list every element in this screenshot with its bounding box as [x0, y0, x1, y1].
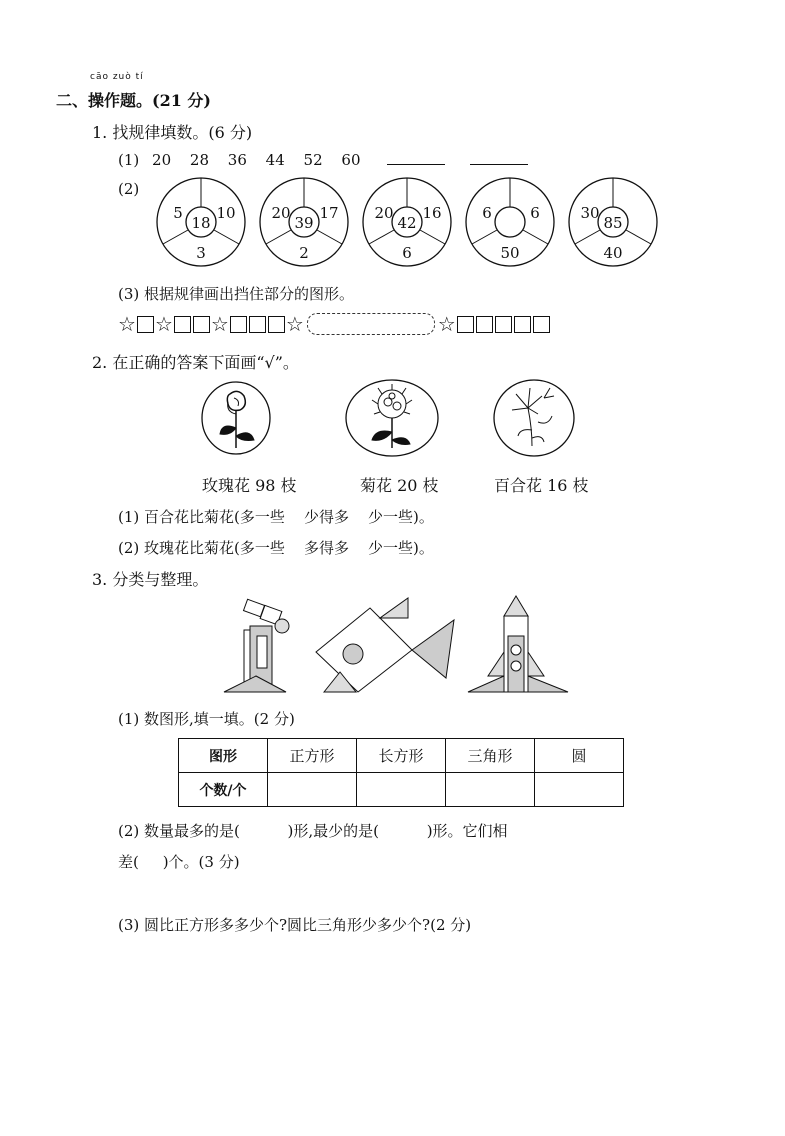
star-icon: ☆ [154, 311, 173, 336]
circle-top-right: 10 [216, 204, 236, 222]
square-icon [230, 316, 247, 333]
square-icon [174, 316, 191, 333]
count-input-cell[interactable] [268, 773, 357, 807]
circle-top-left: 30 [580, 204, 600, 222]
section-pinyin: cāo zuò tí [90, 72, 144, 82]
circle-center: 42 [397, 214, 417, 232]
telescope-figure [224, 599, 289, 692]
count-input-cell[interactable] [535, 773, 624, 807]
sequence-number: 60 [341, 151, 361, 169]
square-icon [193, 316, 210, 333]
square-icon [457, 316, 474, 333]
square-icon [268, 316, 285, 333]
circle-bottom: 2 [299, 244, 309, 262]
table-row-label: 个数/个 [179, 773, 268, 807]
shape-figures [220, 592, 580, 696]
circle-puzzles [150, 176, 670, 268]
sequence-number: 44 [265, 151, 285, 169]
q1-part3: (3) 根据规律画出挡住部分的图形。 [118, 285, 355, 303]
q1-part1-label: (1) [118, 151, 140, 169]
star-icon: ☆ [210, 311, 229, 336]
q2-line2: (2) 玫瑰花比菊花(多一些 多得多 少一些)。 [118, 539, 434, 557]
circle-bottom: 6 [402, 244, 412, 262]
square-icon [137, 316, 154, 333]
circle-top-right: 17 [319, 204, 339, 222]
q3-title: 3. 分类与整理。 [92, 570, 209, 589]
flower-label-chrysanthemum: 菊花 20 枝 [360, 476, 439, 495]
star-icon: ☆ [285, 311, 304, 336]
table-row [179, 739, 624, 773]
answer-blank[interactable] [470, 150, 528, 165]
square-icon [249, 316, 266, 333]
flower-images [198, 376, 590, 460]
circle-bottom: 3 [196, 244, 206, 262]
flower-label-rose: 玫瑰花 98 枝 [202, 476, 297, 495]
square-icon [476, 316, 493, 333]
circle-center: 85 [603, 214, 623, 232]
star-icon: ☆ [437, 311, 456, 336]
circle-top-left: 20 [271, 204, 291, 222]
pattern-row [118, 313, 551, 335]
table-header-cell: 正方形 [268, 739, 357, 773]
circle-puzzle [260, 178, 348, 266]
section-title: 二、操作题。(21 分) [56, 91, 211, 110]
circle-bottom: 40 [603, 244, 623, 262]
table-header-cell: 三角形 [446, 739, 535, 773]
fish-figure [316, 598, 454, 692]
q3-part1: (1) 数图形,填一填。(2 分) [118, 710, 295, 728]
count-input-cell[interactable] [357, 773, 446, 807]
circle-top-right: 6 [530, 204, 540, 222]
q1-title: 1. 找规律填数。(6 分) [92, 123, 253, 142]
q3-part2-line1: (2) 数量最多的是( )形,最少的是( )形。它们相 [118, 822, 508, 840]
circle-puzzle [466, 178, 554, 266]
answer-blank[interactable] [387, 150, 445, 165]
circle-puzzle [569, 178, 657, 266]
hidden-area-box[interactable] [307, 313, 435, 335]
circle-bottom: 50 [500, 244, 520, 262]
sequence-number: 36 [227, 151, 247, 169]
q2-line1: (1) 百合花比菊花(多一些 少得多 少一些)。 [118, 508, 434, 526]
table-header-cell: 图形 [179, 739, 268, 773]
q3-part2-line2: 差( )个。(3 分) [118, 853, 240, 871]
q1-part1 [118, 150, 528, 169]
circle-puzzle [157, 178, 245, 266]
sequence-number: 52 [303, 151, 323, 169]
table-header-cell: 圆 [535, 739, 624, 773]
count-input-cell[interactable] [446, 773, 535, 807]
flower-label-lily: 百合花 16 枝 [494, 476, 589, 495]
lily-icon [494, 380, 574, 456]
q3-part3: (3) 圆比正方形多多少个?圆比三角形少多少个?(2 分) [118, 916, 472, 934]
rose-icon [202, 382, 270, 454]
circle-puzzle [363, 178, 451, 266]
circle-top-left: 5 [173, 204, 183, 222]
circle-top-left: 20 [374, 204, 394, 222]
circle-top-left: 6 [482, 204, 492, 222]
rocket-figure [468, 596, 568, 692]
square-icon [533, 316, 550, 333]
circle-top-right: 16 [422, 204, 442, 222]
sequence-number: 20 [152, 151, 172, 169]
table-header-cell: 长方形 [357, 739, 446, 773]
q1-part2-label: (2) [118, 180, 140, 198]
circle-center: 18 [191, 214, 211, 232]
q2-title: 2. 在正确的答案下面画“√”。 [92, 353, 299, 372]
chrysanthemum-icon [346, 380, 438, 456]
shape-count-table [178, 738, 624, 807]
sequence-number: 28 [189, 151, 209, 169]
square-icon [514, 316, 531, 333]
square-icon [495, 316, 512, 333]
circle-center: 39 [294, 214, 314, 232]
table-row [179, 773, 624, 807]
star-icon: ☆ [118, 311, 136, 336]
